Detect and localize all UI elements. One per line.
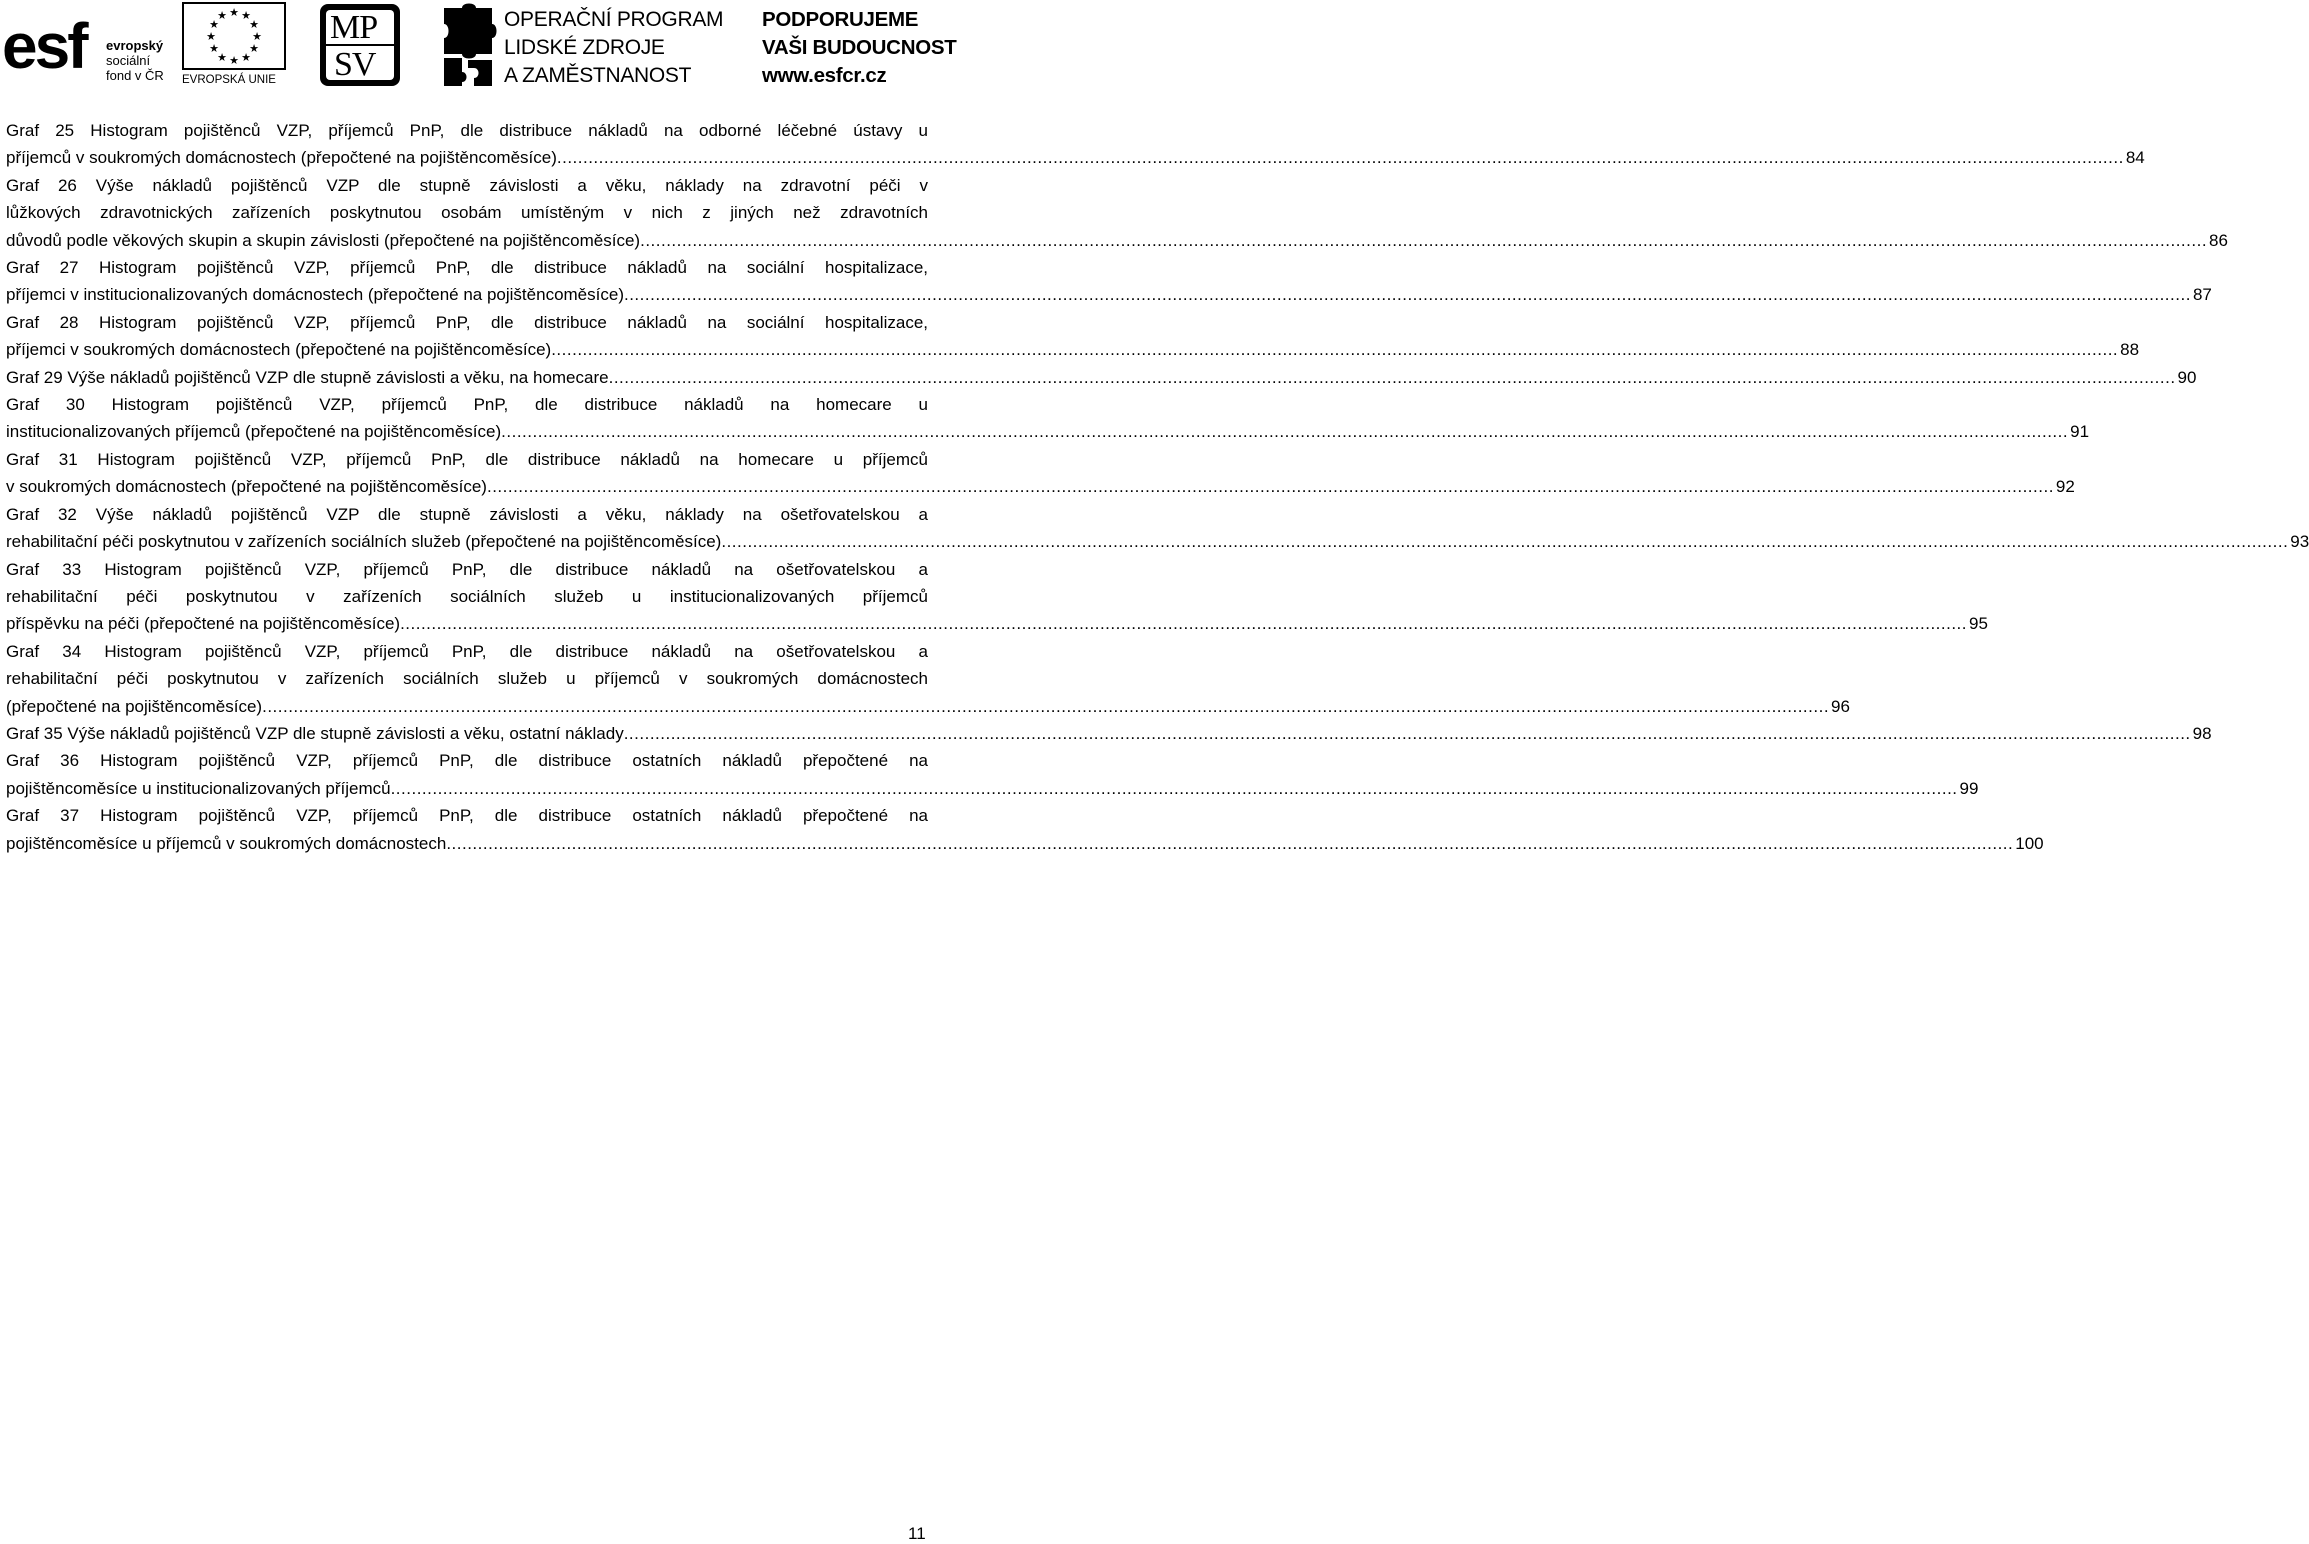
op-line-1: OPERAČNÍ PROGRAM <box>504 8 724 31</box>
toc-page-number[interactable]: 95 <box>1969 614 1988 634</box>
toc-leader-dots: ............................................................................................................................................................................................................................................................................................................ <box>486 477 2054 497</box>
toc-entry-line: Graf 37 Histogram pojištěnců VZP, příjemců PnP, dle distribuce ostatních nákladů přepočtené na <box>6 806 928 826</box>
toc-page-number[interactable]: 88 <box>2120 340 2140 360</box>
eu-caption: EVROPSKÁ UNIE <box>182 74 276 86</box>
toc-entry[interactable] <box>6 720 2212 747</box>
toc-entry[interactable] <box>6 309 2140 364</box>
toc-entry-last-line <box>6 227 2228 254</box>
toc-page-number[interactable]: 91 <box>2070 422 2090 442</box>
toc-page-number[interactable]: 86 <box>2209 230 2228 250</box>
toc-page-number[interactable]: 92 <box>2055 477 2075 497</box>
svg-text:★: ★ <box>217 10 227 22</box>
toc-entry-title-end: Graf 29 Výše nákladů pojištěnců VZP dle stupně závislosti a věku, na homecare <box>6 367 609 387</box>
toc-entry-line: Graf 34 Histogram pojištěnců VZP, příjemců PnP, dle distribuce nákladů na ošetřovatelskou a <box>6 641 928 661</box>
toc-entry-title-end: příjemci v institucionalizovaných domácnostech (přepočtené na pojištěncoměsíce) <box>6 285 624 305</box>
toc-leader-dots: ............................................................................................................................................................................................................................................................................................................ <box>400 614 1968 634</box>
slogan-website: www.esfcr.cz <box>762 64 887 87</box>
op-text <box>504 6 723 90</box>
esf-line-1: evropský <box>106 38 164 53</box>
toc-entry[interactable] <box>6 802 2044 857</box>
toc-leader-dots: ............................................................................................................................................................................................................................................................................................................ <box>623 285 2191 305</box>
toc-entry-line: Graf 33 Histogram pojištěnců VZP, příjemců PnP, dle distribuce nákladů na ošetřovatelskou a <box>6 559 928 579</box>
toc-leader-dots: ............................................................................................................................................................................................................................................................................................................ <box>608 367 2176 387</box>
toc-leader-dots: ............................................................................................................................................................................................................................................................................................................ <box>721 532 2289 552</box>
toc-entry-line: Graf 28 Histogram pojištěnců VZP, příjemců PnP, dle distribuce nákladů na sociální hospitalizace, <box>6 312 928 332</box>
toc-entry-line: rehabilitační péči poskytnutou v zařízeních sociálních služeb u institucionalizovaných příjemců <box>6 586 928 606</box>
op-line-2: LIDSKÉ ZDROJE <box>504 36 665 59</box>
toc-entry[interactable] <box>6 747 1979 802</box>
toc-entry[interactable] <box>6 254 2212 309</box>
mpsv-logo <box>318 2 402 88</box>
toc-entry[interactable] <box>6 172 2228 254</box>
op-lidske-zdroje-logo <box>440 2 740 92</box>
esf-logo-text <box>106 38 164 83</box>
toc-entry-last-line <box>6 336 2140 363</box>
toc-entry-line: Graf 30 Histogram pojištěnců VZP, příjemců PnP, dle distribuce nákladů na homecare u <box>6 395 928 415</box>
toc-entry-line: Graf 36 Histogram pojištěnců VZP, příjemců PnP, dle distribuce ostatních nákladů přepočtené na <box>6 751 928 771</box>
toc-page-number[interactable]: 90 <box>2177 367 2197 387</box>
svg-text:★: ★ <box>249 19 259 31</box>
toc-entry-title-end: příjemci v soukromých domácnostech (přepočtené na pojištěncoměsíce) <box>6 340 552 360</box>
svg-text:★: ★ <box>229 55 239 67</box>
eu-flag-icon <box>182 2 286 70</box>
toc-entry-title-end: pojištěncoměsíce u příjemců v soukromých domácnostech <box>6 833 447 853</box>
toc-entry-title-end: (přepočtené na pojištěncoměsíce) <box>6 696 263 716</box>
toc-entry[interactable] <box>6 556 1988 638</box>
mpsv-text-bottom: SV <box>334 46 376 83</box>
toc-entry-last-line <box>6 693 1850 720</box>
toc-entry[interactable] <box>6 638 1850 720</box>
toc-entry-last-line <box>6 720 2212 747</box>
op-line-3: A ZAMĚSTNANOST <box>504 64 692 87</box>
toc-page-number[interactable]: 99 <box>1959 778 1979 798</box>
toc-page-number[interactable]: 96 <box>1831 696 1850 716</box>
toc-entry-title-end: rehabilitační péči poskytnutou v zařízeních sociálních služeb (přepočtené na pojištěncoměsíce) <box>6 532 722 552</box>
toc-entry-last-line <box>6 473 2075 500</box>
toc-page-number[interactable]: 87 <box>2192 285 2212 305</box>
svg-text:★: ★ <box>229 7 239 19</box>
puzzle-icon <box>440 2 500 88</box>
toc-entry-line: Graf 32 Výše nákladů pojištěnců VZP dle stupně závislosti a věku, náklady na ošetřovatelskou a <box>6 504 928 524</box>
table-of-figures <box>6 117 2309 857</box>
toc-entry-line: lůžkových zdravotnických zařízeních poskytnutou osobám umístěným v nich z jiných než zdravotních <box>6 203 928 223</box>
toc-entry-last-line <box>6 610 1988 637</box>
svg-text:★: ★ <box>241 52 251 64</box>
toc-entry-title-end: důvodů podle věkových skupin a skupin závislosti (přepočtené na pojištěncoměsíce) <box>6 230 641 250</box>
toc-entry-title-end: Graf 35 Výše nákladů pojištěnců VZP dle stupně závislosti a věku, ostatní náklady <box>6 723 624 743</box>
toc-entry-last-line <box>6 144 2145 171</box>
toc-leader-dots: ............................................................................................................................................................................................................................................................................................................ <box>390 778 1958 798</box>
svg-text:★: ★ <box>241 10 251 22</box>
toc-page-number[interactable]: 98 <box>2192 723 2212 743</box>
toc-entry-last-line <box>6 528 2309 555</box>
esf-line-3: fond v ČR <box>106 68 164 83</box>
toc-leader-dots: ............................................................................................................................................................................................................................................................................................................ <box>640 230 2208 250</box>
slogan-line-2: VAŠI BUDOUCNOST <box>762 36 957 59</box>
svg-text:★: ★ <box>252 31 262 43</box>
toc-entry-title-end: pojištěncoměsíce u institucionalizovaných příjemců <box>6 778 391 798</box>
toc-entry[interactable] <box>6 446 2075 501</box>
toc-entry-line: Graf 25 Histogram pojištěnců VZP, příjemců PnP, dle distribuce nákladů na odborné léčebné ústavy u <box>6 121 928 140</box>
svg-text:★: ★ <box>209 19 219 31</box>
toc-page-number[interactable]: 100 <box>2015 833 2044 853</box>
toc-leader-dots: ............................................................................................................................................................................................................................................................................................................ <box>262 696 1830 716</box>
toc-entry-title-end: příjemců v soukromých domácnostech (přepočtené na pojištěncoměsíce) <box>6 148 557 168</box>
toc-entry-line: Graf 31 Histogram pojištěnců VZP, příjemců PnP, dle distribuce nákladů na homecare u příjemců <box>6 449 928 469</box>
svg-text:★: ★ <box>249 43 259 55</box>
svg-text:★: ★ <box>206 31 216 43</box>
page-number: 11 <box>908 1524 926 1543</box>
esf-logo <box>2 2 178 90</box>
toc-leader-dots: ............................................................................................................................................................................................................................................................................................................ <box>623 723 2191 743</box>
toc-entry-last-line <box>6 775 1979 802</box>
esf-line-2: sociální <box>106 53 151 68</box>
svg-text:★: ★ <box>209 43 219 55</box>
toc-page-number[interactable]: 93 <box>2290 532 2309 552</box>
toc-entry-last-line <box>6 364 2197 391</box>
toc-leader-dots: ............................................................................................................................................................................................................................................................................................................ <box>501 422 2069 442</box>
toc-leader-dots: ............................................................................................................................................................................................................................................................................................................ <box>551 340 2119 360</box>
toc-page-number[interactable]: 84 <box>2125 148 2145 168</box>
esf-logo-word: esf <box>2 10 86 82</box>
eu-logo <box>182 2 286 92</box>
toc-entry-line: Graf 27 Histogram pojištěnců VZP, příjemců PnP, dle distribuce nákladů na sociální hospitalizace, <box>6 258 928 278</box>
toc-entry-last-line <box>6 418 2090 445</box>
toc-entry-title-end: institucionalizovaných příjemců (přepočtené na pojištěncoměsíce) <box>6 422 502 442</box>
toc-entry-line: Graf 26 Výše nákladů pojištěnců VZP dle stupně závislosti a věku, náklady na zdravotní péči v <box>6 175 928 195</box>
toc-entry-title-end: příspěvku na péči (přepočtené na pojištěncoměsíce) <box>6 614 401 634</box>
page-header <box>0 0 960 96</box>
toc-entry[interactable] <box>6 364 2197 391</box>
toc-entry-title-end: v soukromých domácnostech (přepočtené na pojištěncoměsíce) <box>6 477 487 497</box>
toc-entry[interactable] <box>6 391 2090 446</box>
mpsv-text-top: MP <box>330 9 378 46</box>
eu-stars-icon <box>184 4 284 68</box>
toc-entry[interactable] <box>6 117 2145 172</box>
slogan-line-1: PODPORUJEME <box>762 8 919 31</box>
toc-leader-dots: ............................................................................................................................................................................................................................................................................................................ <box>446 833 2014 853</box>
toc-entry-last-line <box>6 830 2044 857</box>
podporujeme-slogan <box>762 6 956 90</box>
toc-entry[interactable] <box>6 501 2309 556</box>
svg-text:★: ★ <box>217 52 227 64</box>
toc-entry-last-line <box>6 281 2212 308</box>
toc-leader-dots: ............................................................................................................................................................................................................................................................................................................ <box>556 148 2124 168</box>
toc-entry-line: rehabilitační péči poskytnutou v zařízeních sociálních služeb u příjemců v soukromých domácnostech <box>6 669 928 689</box>
